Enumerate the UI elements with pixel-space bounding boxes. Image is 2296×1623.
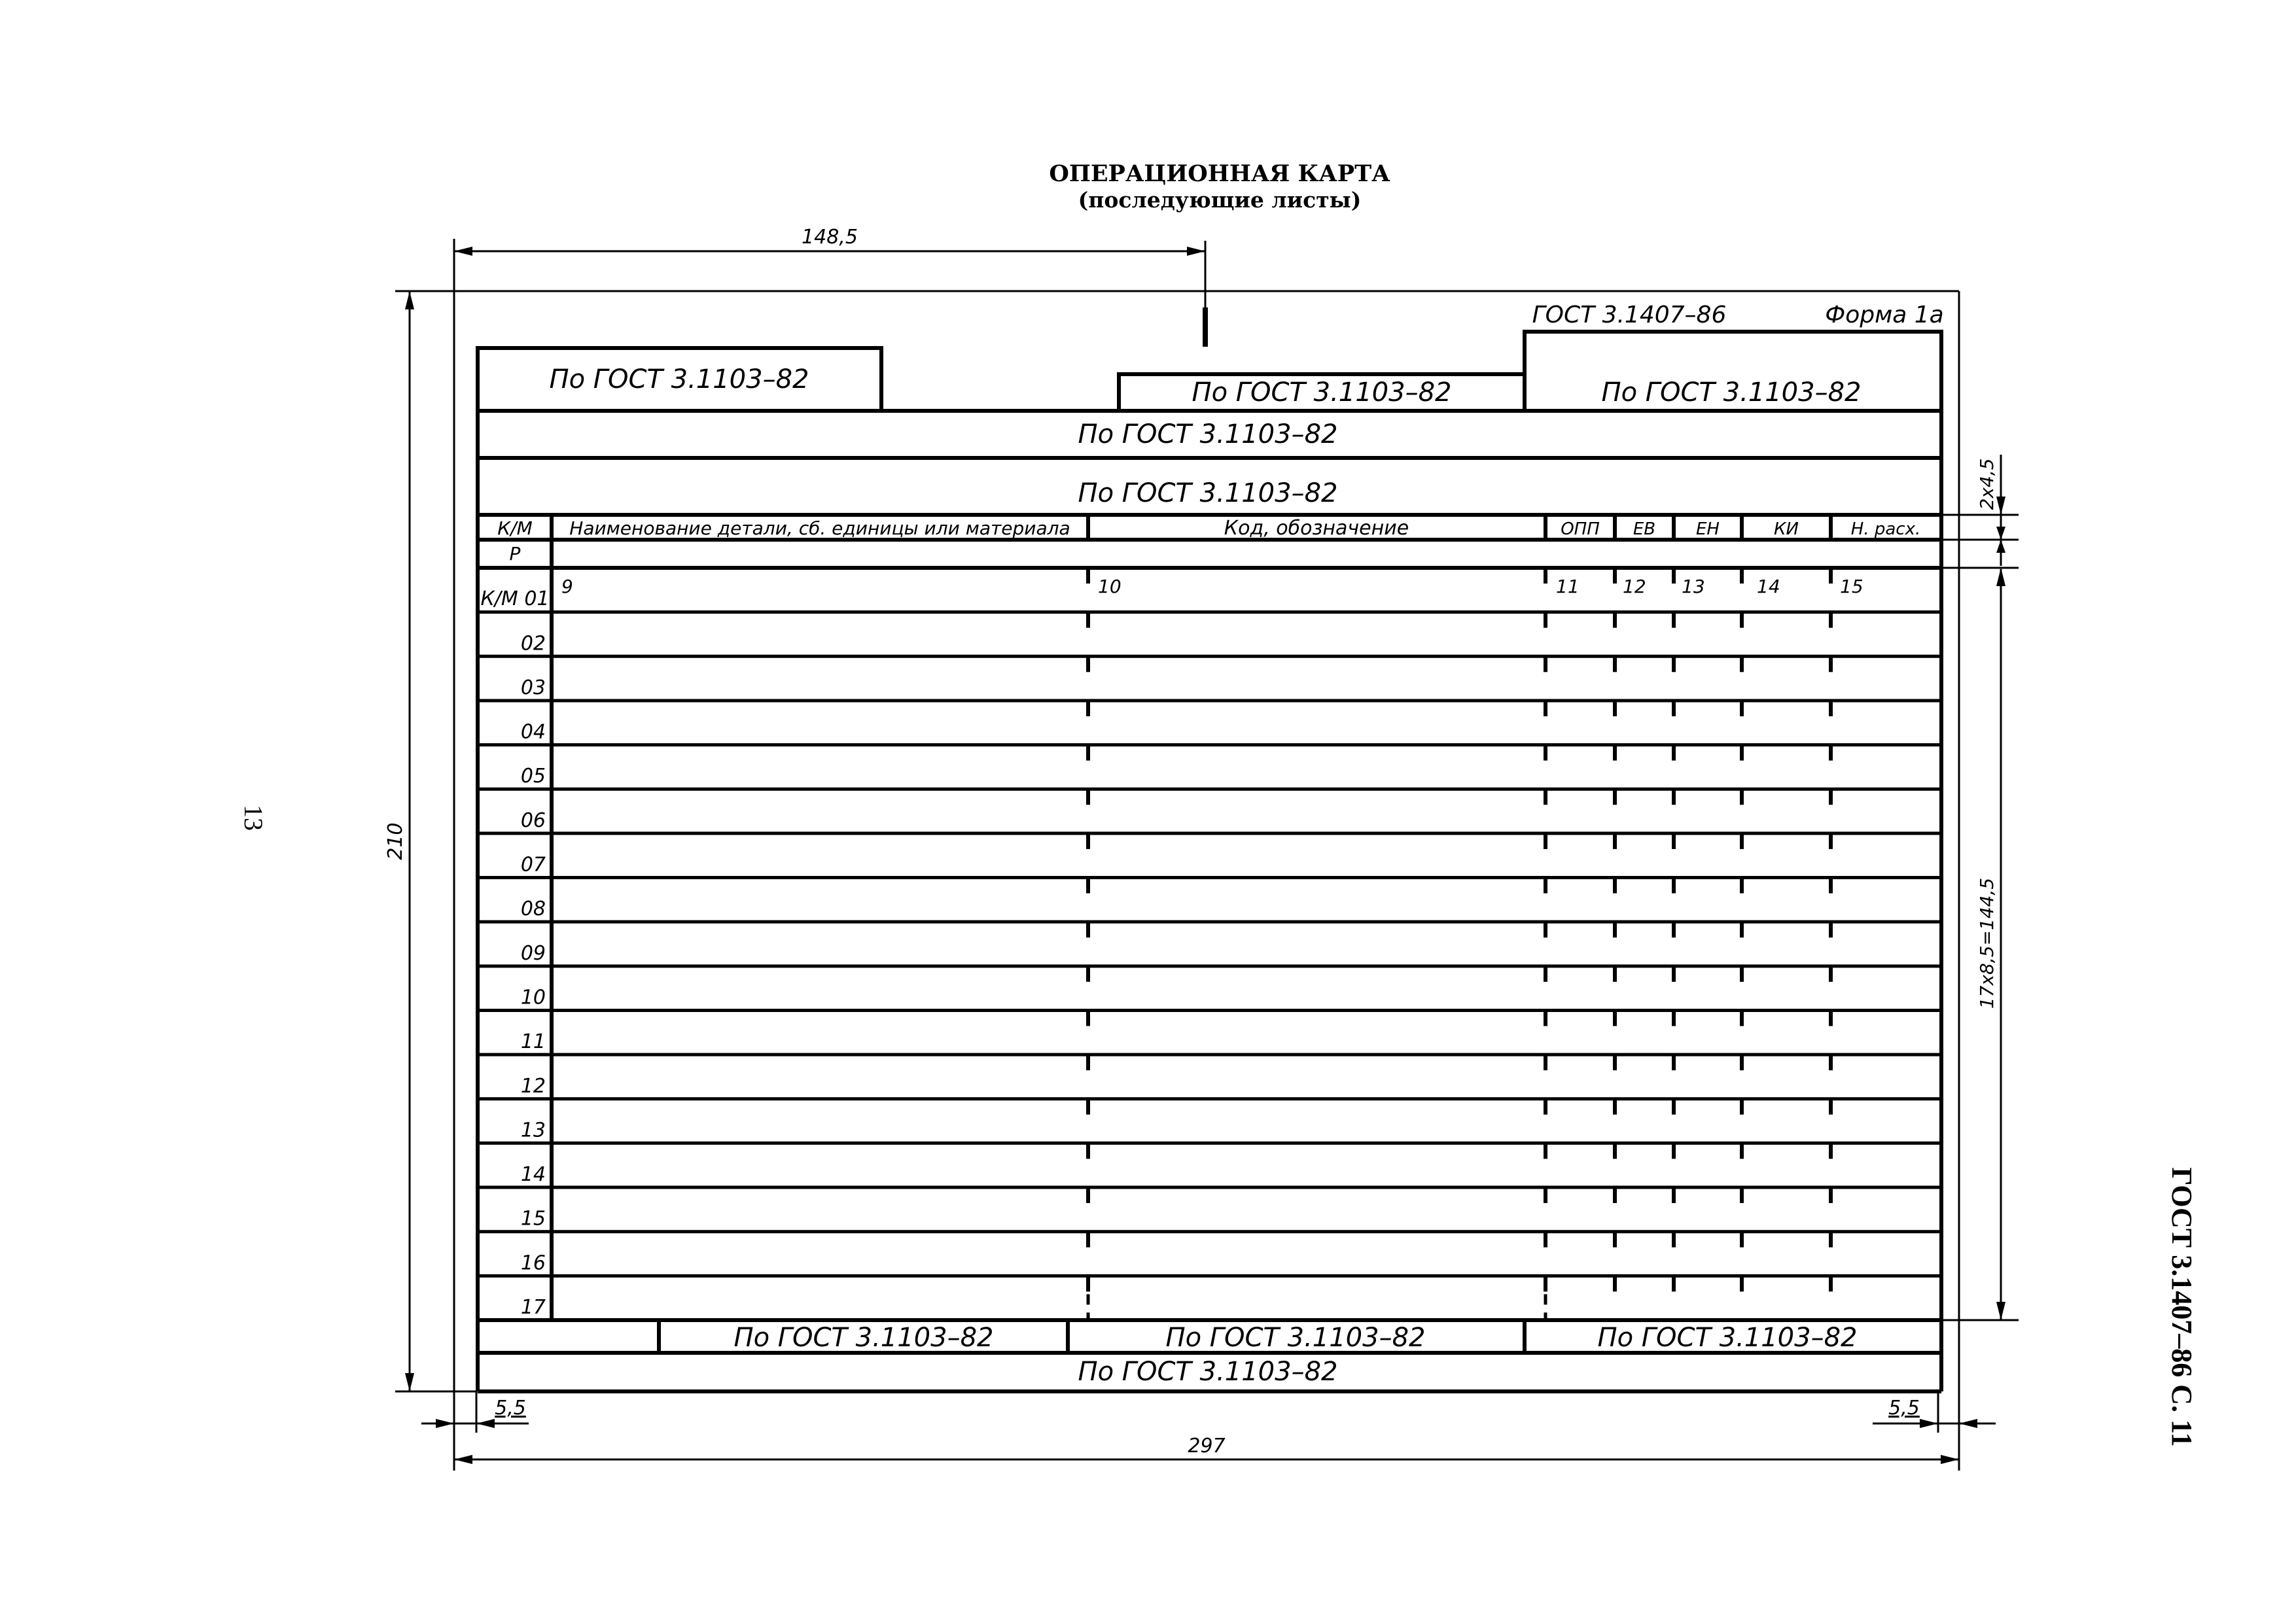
row-number: 15 [520, 1207, 546, 1230]
arrow-margin-right-a [1920, 1419, 1938, 1428]
col-number-10: 10 [1098, 576, 1122, 597]
row-number: 07 [520, 853, 546, 877]
row-number: 04 [520, 720, 546, 744]
stamp-text-1: По ГОСТ 3.1103–82 [549, 364, 809, 394]
stamp-text-7: По ГОСТ 3.1103–82 [1165, 1323, 1426, 1353]
stamp-text-2: По ГОСТ 3.1103–82 [1192, 377, 1452, 408]
col-header-opp: ОПП [1561, 519, 1600, 539]
page-number: 13 [239, 805, 268, 831]
row-number: 12 [520, 1074, 546, 1098]
page-subtitle: (последующие листы) [1078, 187, 1362, 213]
col-header-norm: Н. расх. [1850, 519, 1921, 539]
col-header-ev: ЕВ [1633, 519, 1656, 539]
row-number: 13 [520, 1119, 546, 1142]
column-numbers [561, 576, 1863, 597]
arrow-rows-3 [1996, 540, 2005, 553]
dim-margin-right-label: 5,5 [1888, 1397, 1920, 1420]
arrow-margin-left-a [436, 1419, 454, 1428]
row-number: 09 [520, 941, 546, 965]
dim-margin-left-label: 5,5 [495, 1397, 526, 1420]
arrow-rows-5 [1996, 1302, 2005, 1320]
sheet-outline [454, 291, 1959, 1471]
row-number: 16 [520, 1251, 546, 1275]
col-number-11: 11 [1556, 576, 1580, 597]
body-rows [478, 569, 1941, 1320]
arrow-width-left [454, 1455, 472, 1464]
arrow-rows-4 [1996, 568, 2005, 586]
col-number-12: 12 [1623, 576, 1646, 597]
row-number: 10 [520, 986, 546, 1009]
row-number: 03 [520, 676, 546, 699]
running-title: ГОСТ 3.1407–86 С. 11 [2166, 1167, 2198, 1447]
col-header-km: К/М [497, 517, 533, 539]
form-number-label: Форма 1а [1825, 302, 1944, 328]
col-number-13: 13 [1682, 576, 1705, 597]
dim-header-rows-label: 2х4,5 [1976, 458, 1998, 510]
dim-half-width-label: 148,5 [802, 226, 858, 249]
col-header-ki: КИ [1774, 519, 1799, 539]
standard-label: ГОСТ 3.1407–86 [1532, 302, 1727, 328]
arrow-rows-1 [1996, 497, 2005, 515]
page-title: ОПЕРАЦИОННАЯ КАРТА [1049, 160, 1390, 187]
col-header-en: ЕН [1696, 519, 1720, 539]
row-first-label: К/М 01 [480, 587, 550, 610]
stamp-text-3: По ГОСТ 3.1103–82 [1601, 377, 1862, 408]
col-number-14: 14 [1757, 576, 1780, 597]
row-number: 17 [520, 1296, 546, 1319]
row-number: 05 [520, 765, 546, 788]
arrow-margin-left-b [476, 1419, 495, 1428]
row-number: 02 [520, 632, 546, 655]
arrow-width-right [1941, 1455, 1959, 1464]
col-header-code: Код, обозначение [1224, 517, 1409, 540]
row-number: 11 [520, 1030, 546, 1054]
dim-body-rows-label: 17х8,5=144,5 [1976, 877, 1998, 1009]
row-number: 08 [520, 898, 546, 921]
row-number: 14 [520, 1163, 546, 1187]
arrow-rows-2 [1996, 527, 2005, 540]
row-number: 06 [520, 809, 546, 832]
row-number-labels [521, 632, 546, 1319]
col-number-9: 9 [561, 576, 573, 597]
arrow-height-top [405, 291, 414, 309]
row-p-label: Р [509, 543, 521, 565]
stamp-text-6: По ГОСТ 3.1103–82 [733, 1323, 994, 1353]
stamp-text-9: По ГОСТ 3.1103–82 [1078, 1357, 1338, 1387]
arrow-margin-right-b [1959, 1419, 1977, 1428]
stamp-text-5: По ГОСТ 3.1103–82 [1078, 478, 1338, 508]
stamp-text-4: По ГОСТ 3.1103–82 [1078, 419, 1338, 449]
dim-width-label: 297 [1188, 1435, 1226, 1457]
col-header-name: Наименование детали, сб. единицы или материала [569, 517, 1070, 539]
arrow-half-left [454, 247, 472, 256]
col-number-15: 15 [1840, 576, 1863, 597]
dim-height-label: 210 [384, 822, 407, 860]
arrow-half-right [1187, 247, 1205, 256]
stamp-text-8: По ГОСТ 3.1103–82 [1597, 1323, 1858, 1353]
arrow-height-bottom [405, 1373, 414, 1391]
